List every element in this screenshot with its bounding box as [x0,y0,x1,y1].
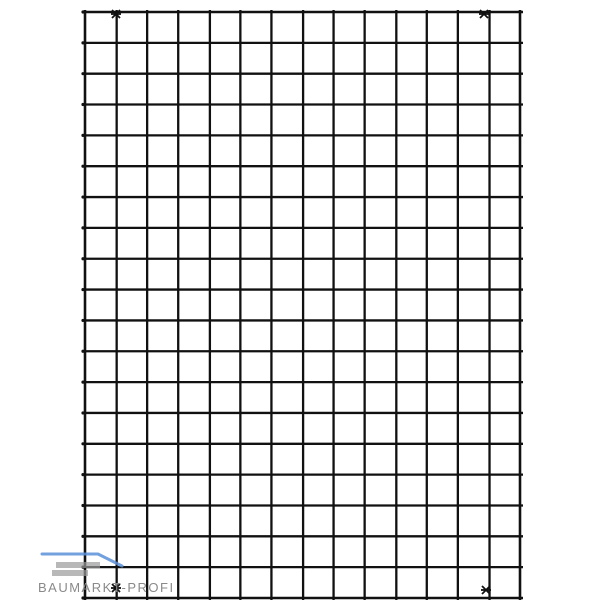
weld-point [81,10,84,13]
wire-tie-mark [481,586,491,594]
weld-point [81,165,84,168]
weld-point [81,535,84,538]
weld-point [81,504,84,507]
weld-point [81,350,84,353]
mesh-grid [81,10,523,600]
weld-point [81,72,84,75]
watermark-roof-icon [38,548,128,582]
weld-point [81,381,84,384]
weld-point [81,288,84,291]
weld-point [81,257,84,260]
weld-point [81,411,84,414]
weld-point [81,103,84,106]
watermark-text: BAUMARKT-PROFI [38,580,175,595]
weld-point [81,41,84,44]
weld-point [81,319,84,322]
weld-point [81,442,84,445]
watermark-logo [38,548,188,598]
weld-point [81,195,84,198]
weld-point [81,134,84,137]
weld-point [81,226,84,229]
weld-point [81,473,84,476]
